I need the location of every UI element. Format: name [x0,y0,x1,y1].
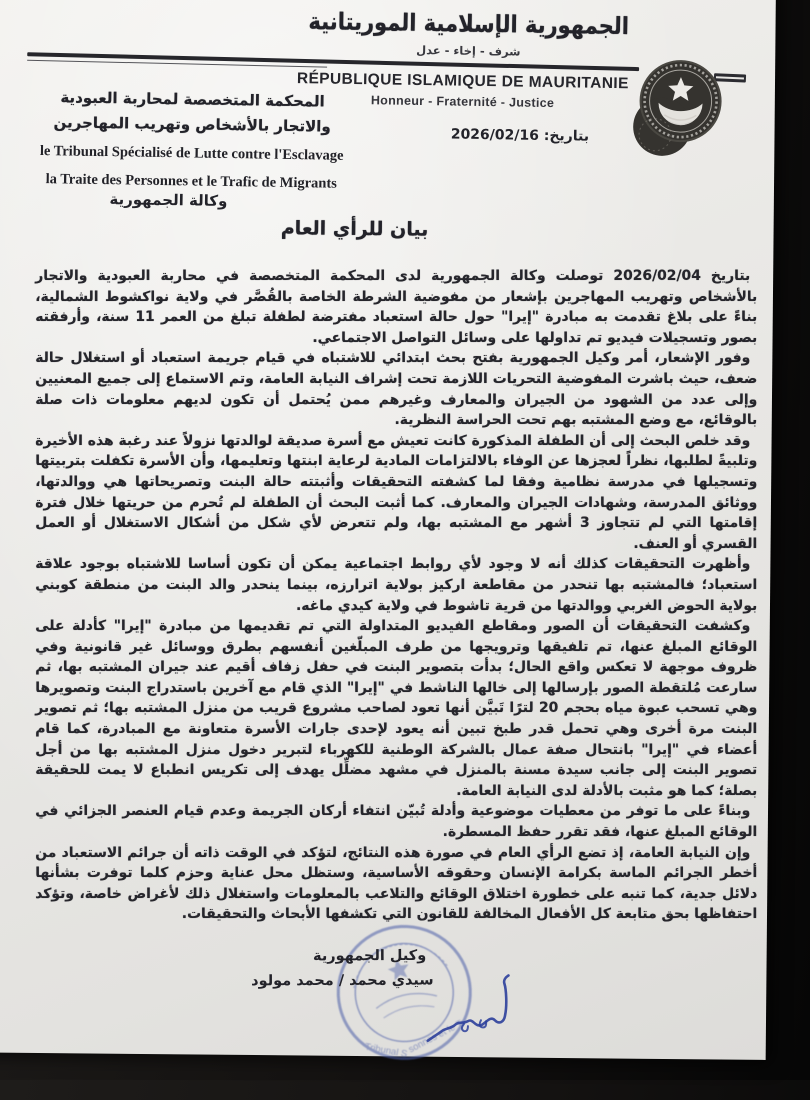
stamp-text-fragment-left: Tribunal S [363,1041,409,1061]
court-name-arabic-line1: المحكمة المتخصصة لمحاربة العبودية [60,88,325,111]
court-name-french-line1: le Tribunal Spécialisé de Lutte contre l'Esclavage [39,143,344,164]
body-paragraph: وكشفت التحقيقات أن الصور ومقاطع الفيديو المتداولة التي تم تقديمها من مبادرة "إيرا" كأدلة على الوقائع المبلغ عنها، تم تلفيقها وترويجها من طرف المبلّغين أنفسهم بطرق ووسائل غير قانونية وفي ظروف موجهة لا تعكس واقع الحال؛ بدأت بتصوير البنت في حفل زفاف أقيم عند جيران المشتبه بها، ثم سارعت مُلتقطة الصور بإرسالها إلى خالها الناشط في "إيرا" الذي قام مع آخرين باستدراج البنت وتصويرها وهي تسحب عبوة مياه بحجم 20 لترًا تَبيَّن أنها تعود لصاحب مشروع قريب من منزل المشتبه بها؛ ثم تصوير البنت مرة أخرى وهي تحمل قدر طبخ تبين أنه يعود لإحدى جارات الأسرة متعاونة مع المبادرة، كما قام أعضاء في "إيرا" بانتحال صفة عمال بالشركة الوطنية للكهرباء لتبرير دخول منزل المشتبه بها من أجل تصوير البنت إلى جانب سيدة مسنة بالمنزل في مشهد مضلِّل يهدف إلى تكريس انطباع لا يمت للحقيقة بصلة؛ كما هو مثبت بالأدلة لدى النيابة العامة. [35,617,758,799]
national-motto-arabic: شرف - إخاء - عدل [416,42,521,59]
court-name-french-line2: la Traite des Personnes et le Trafic de Migrants [45,171,338,192]
stamp-text-fragment-right: sonnes et le Tr [406,1016,468,1056]
signatory-title: وكيل الجمهورية [312,947,427,965]
document-date: بتاريخ: 2026/02/16 [450,126,590,145]
body-paragraph: وأظهرت التحقيقات كذلك أنه لا وجود لأي روابط اجتماعية يمكن أن تكون أساسا للاشتباه بوجود علاقة استعباد؛ فالمشتبه بها تنحدر من مقاطعة اركيز بولاية اترارزه، بينما ينحدر والد البنت من منطقة كوبني بولاية الحوض الغربي ووالدتها من قرية تاشوط في ولاية كيدي ماغه. [35,556,758,614]
court-name-arabic-line2: والاتجار بالأشخاص وتهريب المهاجرين [53,113,331,136]
republic-name-calligraphy: الجمهورية الإسلامية الموريتانية [308,7,630,40]
body-paragraph: بتاريخ 2026/02/04 توصلت وكالة الجمهورية لدى المحكمة المتخصصة في محاربة العبودية والاتجار بالأشخاص وتهريب المهاجرين بإشعار من مفوضية الشرطة الخاصة بالقُصَّر في ولاية نواكشوط الشمالية، بناءً على بلاغ تقدمت به مبادرة "إيرا" حول حالة استعباد مفترضة لطفلة تبلغ من العمر 11 سنة، وأرفقته بصور وتسجيلات فيديو تم تداولها على وسائل التواصل الاجتماعي. [35,267,758,346]
republic-name-french: RÉPUBLIQUE ISLAMIQUE DE MAURITANIE [296,70,629,93]
body-paragraph: وبناءً على ما توفر من معطيات موضوعية وأدلة تُبيّن انتفاء أركان الجريمة وعدم قيام العنصر الجزائي في الوقائع المبلغ عنها، فقد تقرر حفظ المسطرة. [35,803,758,840]
national-motto-french: Honneur - Fraternité - Justice [370,93,555,111]
body-paragraph: وفور الإشعار، أمر وكيل الجمهورية بفتح بحث ابتدائي للاشتباه في قيام جريمة استعباد أو استغلال حالة ضعف، حيث باشرت المفوضية التحريات اللازمة تحت إشراف النيابة العامة، وتم الاستماع إلى جميع المعنيين وإلى عدد من الشهود من الجيران والمعارف وغيرهم ممن يُحتمل أن تكون لديهم معلومات ذات صلة بالوقائع، مع وضع المشتبه بهم تحت الحراسة النظرية. [35,350,758,428]
prosecutor-office-label: وكالة الجمهورية [109,190,228,211]
body-paragraph: وقد خلص البحث إلى أن الطفلة المذكورة كانت تعيش مع أسرة صديقة لوالدتها نزولاً عند رغبة هذه الأخيرة وتلبيةً لطلبها، نظراً لعجزها عن الوفاء بالالتزامات المادية لرعاية ابنتها وتعليمها، وأن الأسرة تكفلت بتربيتها وتسجيلها في مدرسة نظامية وفقا لما كشفته التحقيقات وأثبتته حالة البنت وتصريحاتها هي ووالدتها، ووثائق المدرسة، وشهادات الجيران والمعارف. كما أثبت البحث أن الطفلة لم تُحرم من حريتها خلال فترة إقامتها التي لم تتجاوز 3 أشهر مع المشتبه بها، ولم تتعرض لأي شكل من أشكال الاستغلال أو العمل القسري أو العنف. [35,432,758,552]
statement-body [35,266,757,925]
statement-title: بيان للرأي العام [280,217,429,241]
mauritania-national-emblem-seal-icon [621,50,739,178]
signatory-name: سيدي محمد / محمد مولود [251,972,434,990]
body-paragraph: وإن النيابة العامة، إذ تضع الرأي العام في صورة هذه النتائج، لتؤكد في الوقت ذاته أن جرائم الاستعباد من أخطر الجرائم الماسة بكرامة الإنسان وحقوقه الأساسية، وستظل محل عناية وحزم كلما توفرت بشأنها دلائل جدية، كما تنبه على خطورة اختلاق الوقائع والتلاعب بالمعلومات واستغلال ذلك لأغراض خاصة، وتؤكد احتفاظها بحق متابعة كل الأفعال المخالفة للقانون التي تكشفها الأبحاث والتحقيقات. [35,844,758,923]
